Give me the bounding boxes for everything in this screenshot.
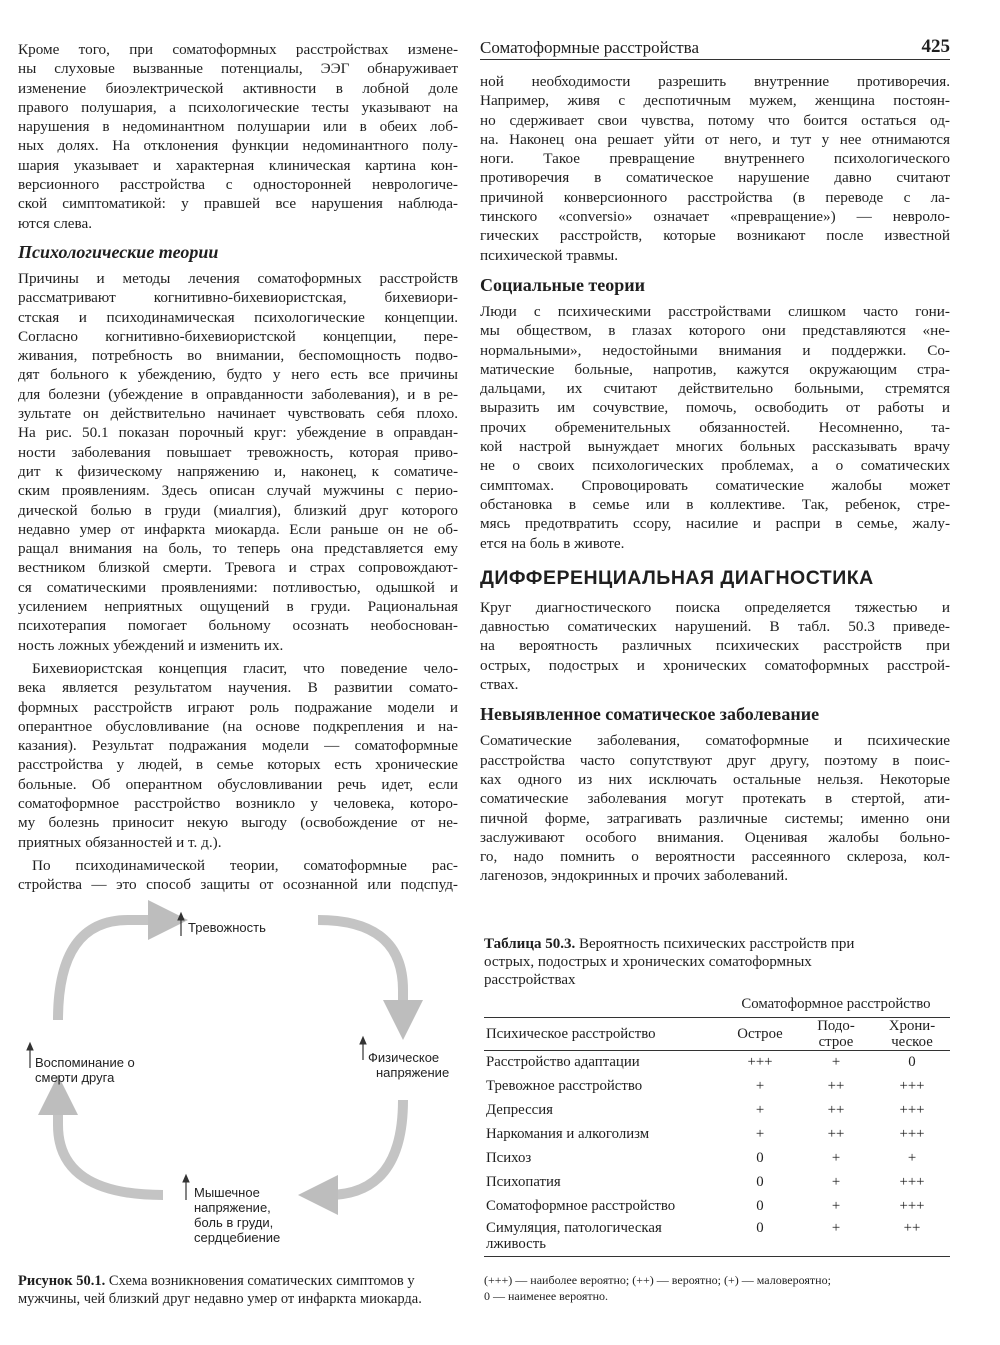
text-line: По психодинамической теории, соматоформные рас- xyxy=(32,856,458,874)
text-line: живания, потребность во внимании, беспомощность подво- xyxy=(18,347,458,365)
running-title: Соматоформные расстройства xyxy=(480,38,699,57)
text-line: му болезнь приносит некую выгоду (освобождение от не- xyxy=(18,814,458,832)
label-line: Физическое xyxy=(368,1050,440,1065)
header-line: Хрони- xyxy=(888,1017,936,1034)
text-line: ных долях. На отклонения функции недоминантного полу- xyxy=(18,137,458,155)
label-memory xyxy=(35,1055,135,1085)
text-line: дической болью в груди (миалгия), близкий друг которого xyxy=(18,501,458,519)
label-muscle-tension xyxy=(194,1185,280,1245)
cell-disorder: Расстройство адаптации xyxy=(486,1053,640,1070)
text-line: матические больные, напротив, кажутся окружающим стра- xyxy=(480,360,950,378)
table-row xyxy=(484,1122,950,1146)
text-line: ются слева. xyxy=(18,214,93,232)
cell-chronic: ++ xyxy=(874,1218,950,1256)
header-line: Подо- xyxy=(817,1017,855,1034)
table-column-header xyxy=(484,1017,950,1050)
text-line: го, надо помнить о вероятности рассеянного склероза, кол- xyxy=(480,848,950,866)
paragraph-continued xyxy=(480,72,950,265)
text-line: расстройства у людей, в семье которых есть хронические xyxy=(18,756,458,774)
cell-acute: + xyxy=(755,1101,765,1118)
text-line: дальцами, их считают действительно больными, стремятся xyxy=(480,380,950,398)
text-line: формных расстройств играют роль подражание модели и xyxy=(18,698,458,716)
text-line: Например, живя с деспотичным мужем, женщина постоян- xyxy=(480,92,950,110)
cell-subacute: + xyxy=(831,1149,841,1166)
paragraph-behavioral xyxy=(18,659,458,852)
cell-subacute: + xyxy=(798,1218,874,1256)
text-line: Соматические заболевания, соматоформные и психические xyxy=(480,732,950,750)
cell-disorder: Соматоформное расстройство xyxy=(486,1197,676,1214)
text-line: не о своих психологических проблемах, а о соматических xyxy=(480,457,950,475)
note-line: 0 — наименее вероятно. xyxy=(484,1289,609,1303)
text-line: ется на боль в животе. xyxy=(480,534,625,552)
text-line: дит к физическому напряжению и, наконец, к соматиче- xyxy=(18,462,458,480)
text-line: нарушения в недоминантном полушарии или в обеих лоб- xyxy=(18,118,458,136)
text-line: но сдерживает свои чувства, потому что боится остаться од- xyxy=(480,111,950,129)
cycle-arrow-bottom xyxy=(318,1100,403,1195)
text-line: усилением неприятных ощущений в груди. Рациональная xyxy=(18,598,458,616)
paragraph-psychodynamic xyxy=(18,856,458,895)
cell-subacute: ++ xyxy=(827,1101,845,1118)
col-header-subacute xyxy=(798,1017,874,1050)
text-line: зультате он действительно начинает чувствовать себя плохо. xyxy=(18,405,458,423)
text-line: психической травмы. xyxy=(480,246,619,264)
text-line: оперантное обусловливание (на основе подкрепления и на- xyxy=(18,717,458,735)
col-header-chronic xyxy=(874,1017,950,1050)
text-line: изменение биоэлектрической активности в лобной доле xyxy=(18,79,458,97)
table-row xyxy=(484,1098,950,1122)
right-column xyxy=(480,72,950,886)
text-line: правого полушария, а психологические тесты указывают на xyxy=(18,98,458,116)
cell-acute: 0 xyxy=(722,1218,798,1256)
text-line: ской симптоматикой: у правшей все нарушения наблюда- xyxy=(18,195,458,213)
caption-line xyxy=(18,1272,463,1290)
text-line: пичной форме, затрагивать различные системы; именно они xyxy=(480,809,950,827)
cycle-arrow-right xyxy=(318,920,403,1020)
text-line: больные. Об оперантном обусловливании речь идет, если xyxy=(18,775,458,793)
intro-paragraph xyxy=(18,40,458,233)
table-row xyxy=(484,1050,950,1074)
text-line: ращал внимания на боль, то теперь она представляется ему xyxy=(18,540,458,558)
cell-acute: 0 xyxy=(756,1197,764,1214)
paragraph-undetected xyxy=(480,731,950,885)
cell-acute: +++ xyxy=(747,1053,773,1070)
cell-disorder: Депрессия xyxy=(486,1101,553,1118)
table-row xyxy=(484,1218,950,1256)
table-row xyxy=(484,1146,950,1170)
text-line: причиной конверсионного расстройства (в переводе с ла- xyxy=(480,188,950,206)
text-line: симптомах. Спровоцировать соматические жалобы может xyxy=(480,476,950,494)
figure-caption xyxy=(18,1272,463,1308)
paragraph-differential xyxy=(480,598,950,694)
text-line: гических расстройств, которые возникают после известной xyxy=(480,227,950,245)
text-line: стройства — это способ защиты от осознанной или подспуд- xyxy=(18,876,458,894)
caption-line: расстройствах xyxy=(484,972,576,988)
text-line: Согласно когнитивно-бихевиористской концепции, пере- xyxy=(18,327,458,345)
caption-text: Схема возникновения соматических симптомов у xyxy=(108,1273,415,1289)
text-line: версионного расстройства с односторонней неврологиче- xyxy=(18,176,458,194)
text-line: Кроме того, при соматоформных расстройствах измене- xyxy=(18,41,458,58)
cell-subacute: ++ xyxy=(827,1077,845,1094)
text-line: ским проявлениям. Здесь описан случай мужчины с перио- xyxy=(18,482,458,500)
text-line: рассматривают когнитивно-бихевиористская, бихевиори- xyxy=(18,289,458,307)
text-line: шария указывает и характерная клиническая картина кон- xyxy=(18,156,458,174)
text-line: кой настрой вынуждает многих больных рассказывать врачу xyxy=(480,438,950,456)
text-line: лагенозов, эндокринных и прочих заболеваний. xyxy=(480,867,789,885)
group-header-somatoform: Соматоформное расстройство xyxy=(722,993,950,1017)
col-header-disorder: Психическое расстройство xyxy=(484,1017,722,1050)
cell-acute: + xyxy=(755,1077,765,1094)
cell-subacute: + xyxy=(831,1197,841,1214)
cell-chronic: +++ xyxy=(899,1077,925,1094)
table-row xyxy=(484,1194,950,1218)
text-line: приятных обязанностей и т. д.). xyxy=(18,833,222,851)
cell-chronic: +++ xyxy=(899,1125,925,1142)
text-line: прочих обременительных обязанностей. Несомненно, та- xyxy=(480,418,950,436)
caption-line xyxy=(484,935,954,953)
cell-subacute: + xyxy=(831,1053,841,1070)
cell-line: Симуляция, патологическая xyxy=(486,1220,662,1236)
text-line: ствах. xyxy=(480,676,519,694)
label-line: смерти друга xyxy=(35,1070,115,1085)
left-column xyxy=(18,40,458,894)
label-physical-tension xyxy=(368,1050,449,1080)
text-line: расстройства часто сопутствуют друг другу, поэтому в поис- xyxy=(480,751,950,769)
cell-chronic: + xyxy=(907,1149,917,1166)
label-line: Воспоминание о xyxy=(35,1055,135,1070)
text-line: мясь предотвратить ссору, насилие и распри в семье, жалу- xyxy=(480,515,950,533)
cell-line: лживость xyxy=(486,1236,546,1252)
empty-cell xyxy=(484,993,722,1017)
text-line: на. Наконец она решает уйти от него, и тут у нее отнимаются xyxy=(480,130,950,148)
text-line: недавно умер от инфаркта миокарда. Если раньше он не об- xyxy=(18,520,458,538)
text-line: ной необходимости разрешить внутренние противоречия. xyxy=(480,73,950,90)
table-group-header xyxy=(484,993,950,1017)
cell-subacute: ++ xyxy=(827,1125,845,1142)
text-line: дят больного к убеждению, будто у него есть все причины xyxy=(18,366,458,384)
section-heading-social: Социальные теории xyxy=(480,274,646,295)
table-caption xyxy=(484,935,954,989)
running-header xyxy=(480,38,950,60)
text-line: ны слуховые вызванные потенциалы, ЭЭГ обнаруживает xyxy=(18,60,458,78)
section-heading-psychological: Психологические теории xyxy=(18,241,219,262)
cell-chronic: +++ xyxy=(899,1173,925,1190)
label-line: напряжение, xyxy=(194,1200,271,1215)
cell-disorder: Психопатия xyxy=(486,1173,561,1190)
cell-disorder: Тревожное расстройство xyxy=(486,1077,643,1094)
text-line: для болезни (убеждение в оправданности заболевания), и в ре- xyxy=(18,385,458,403)
header-line: ческое xyxy=(891,1033,933,1050)
text-line: века является результатом научения. В развитии сомато- xyxy=(18,679,458,697)
label-line: сердцебиение xyxy=(194,1230,281,1245)
cycle-arrow-left xyxy=(58,1095,163,1195)
section-heading-undetected: Невыявленное соматическое заболевание xyxy=(480,704,820,725)
caption-line: острых, подострых и хронических соматоформных xyxy=(484,954,812,970)
text-line: психотерапия помогает больному осознать необоснован- xyxy=(18,617,458,635)
text-line: Круг диагностического поиска определяется тяжестью и xyxy=(480,598,950,616)
cell-chronic: 0 xyxy=(908,1053,916,1070)
text-line: мы обществом, в глазах которого они представляются «не- xyxy=(480,322,950,340)
probability-table xyxy=(484,993,950,1257)
cell-chronic: +++ xyxy=(899,1197,925,1214)
note-line: (+++) — наиболее вероятно; (++) — вероятно; (+) — маловероятно; xyxy=(484,1273,831,1287)
figure-vicious-circle xyxy=(18,900,458,1260)
label-anxiety: Тревожность xyxy=(188,920,266,935)
text-line: давностью соматических нарушений. В табл. 50.3 приведе- xyxy=(480,618,950,636)
text-line: ности заболевания повышает тревожность, которая приво- xyxy=(18,443,458,461)
label-line: Мышечное xyxy=(194,1185,260,1200)
page-number: 425 xyxy=(921,36,950,57)
text-line: соматоформное расстройство возникло у человека, которо- xyxy=(18,794,458,812)
text-line: Бихевиористская концепция гласит, что поведение чело- xyxy=(32,659,458,677)
table-notes xyxy=(484,1272,954,1304)
paragraph-social xyxy=(480,302,950,553)
text-line: заслуживают особого внимания. Оценивая жалобы больно- xyxy=(480,828,950,846)
label-line: напряжение xyxy=(376,1065,450,1080)
text-line: стская и психодинамическая психологические концепции. xyxy=(18,308,458,326)
text-line: На рис. 50.1 показан порочный круг: убеждение в оправдан- xyxy=(18,424,458,442)
table-row xyxy=(484,1170,950,1194)
section-heading-differential: ДИФФЕРЕНЦИАЛЬНАЯ ДИАГНОСТИКА xyxy=(480,566,874,589)
text-line: ноги. Такое превращение внутреннего психологического xyxy=(480,150,950,168)
text-line: Люди с психическими расстройствами слишком часто гони- xyxy=(480,302,950,320)
text-line: на вероятность различных психических расстройств при xyxy=(480,637,950,655)
text-line: выразить им сочувствие, помочь, освободить от работы и xyxy=(480,399,950,417)
text-line: противоречия в соматическое нарушение давно считают xyxy=(480,169,950,187)
figure-label: Рисунок 50.1. xyxy=(18,1273,106,1289)
text-line: соматические заболевания могут протекать в стертой, ати- xyxy=(480,790,950,808)
cell-chronic: +++ xyxy=(899,1101,925,1118)
cell-disorder: Психоз xyxy=(486,1149,532,1166)
label-line: боль в груди, xyxy=(194,1215,274,1230)
cell-acute: 0 xyxy=(756,1149,764,1166)
text-line: ках одного из них исключать остальные нельзя. Некоторые xyxy=(480,770,950,788)
cell-disorder xyxy=(484,1218,722,1256)
text-line: ность ложных убеждений и изменить их. xyxy=(18,636,284,654)
text-line: казания). Результат подражания модели — соматоформные xyxy=(18,737,458,755)
table-label: Таблица 50.3. xyxy=(484,936,576,952)
text-line: Причины и методы лечения соматоформных расстройств xyxy=(18,269,458,287)
text-line: острых, подострых и хронических соматоформных расстрой- xyxy=(480,656,950,674)
header-line: строе xyxy=(818,1033,854,1050)
cell-subacute: + xyxy=(831,1173,841,1190)
cycle-arrow-top xyxy=(58,920,168,1020)
cell-acute: + xyxy=(755,1125,765,1142)
caption-line: мужчины, чей близкий друг недавно умер от инфаркта миокарда. xyxy=(18,1291,422,1307)
text-line: вестником близкой смерти. Тревога и страх сопровождают- xyxy=(18,559,458,577)
text-line: нормальными», недостойными внимания и поддержки. Со- xyxy=(480,341,950,359)
cell-disorder: Наркомания и алкоголизм xyxy=(486,1125,650,1142)
text-line: ся соматическими проявлениями: потливостью, одышкой и xyxy=(18,578,458,596)
cell-acute: 0 xyxy=(756,1173,764,1190)
caption-text: Вероятность психических расстройств при xyxy=(578,936,855,952)
table-row xyxy=(484,1074,950,1098)
text-line: тинского «conversio» означает «превращение») — невроло- xyxy=(480,208,950,226)
paragraph-cognitive xyxy=(18,269,458,655)
col-header-acute: Острое xyxy=(722,1017,798,1050)
text-line: обстановка в семье или в коллективе. Так, ребенок, стре- xyxy=(480,495,950,513)
